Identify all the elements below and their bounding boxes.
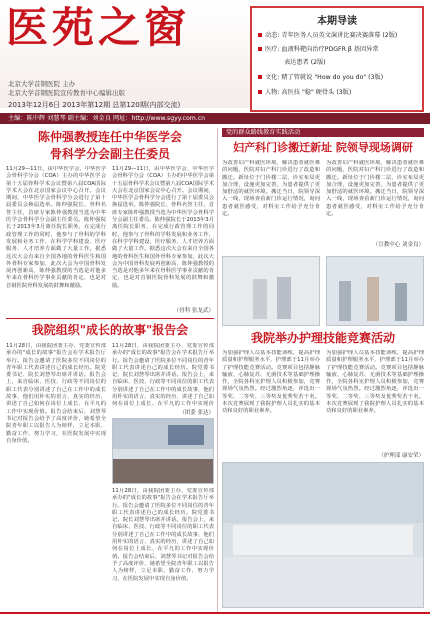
nurses-group-photo [222,462,424,608]
article2-caption: （团委 张达） [179,410,214,416]
square-bullet-icon [258,75,262,79]
article4-body-col2: 为加强护理人员基本技能训练，提高护理质量和护理服务水平，护理部于11月举办了护理技能竞赛活动。竞赛项目包括静脉输液、心肺复苏、无菌技术等基础护理操作，全院各科室护理人员积极参加，竞赛现场气氛热烈。经过激烈角逐，评选出一等奖、二等奖、三等奖及优秀奖若干名。本次竞赛展现了我院护理人员扎实的基本功和良好的职业素养。 [326,350,424,415]
staff-bar: 主编：陈中辉 刘慧琴 副主编：刘金良 网址：http://www.sgyy.com.cn [0,113,430,124]
divider [6,318,214,319]
article3-body-col2: 为改善妇产科就医环境，解决患者就医难的问题，医院对妇产科门诊进行了改造和搬迁。新址位于门诊楼二层，诊室布局更加合理，设施更加完善，为患者提供了更加舒适的就医环境。搬迁当日，院领导深入一线，现场查看新门诊运行情况，询问患者就医感受，对科室工作给予充分肯定。 [326,160,424,218]
toc-item-continued: 表达患者 (2版) [284,59,326,66]
article3-body-col1: 为改善妇产科就医环境，解决患者就医难的问题，医院对妇产科门诊进行了改造和搬迁。新址位于门诊楼二层，诊室布局更加合理，设施更加完善，为患者提供了更加舒适的就医环境。搬迁当日，院领导深入一线，现场查看新门诊运行情况，询问患者就医感受，对科室工作给予充分肯定。 [222,160,320,218]
column-rule [217,128,218,613]
article3-headline: 妇产科门诊搬迁新址 院领导现场调研 [233,141,413,154]
square-bullet-icon [258,90,262,94]
article3-photo-caption: （宣教中心 刘金良） [372,242,424,248]
article2-body-col2: 11月28日，由我院团委主办、党委宣传部承办的"成长的故事"报告会在学术报告厅举行。报告会邀请了医院多位不同岗位的青年职工代表讲述自己的成长经历。院党委书记、院长刘慧琴出席并讲话。报告会上，来自临床、医技、行政等不同岗位的职工代表分别讲述了自己在工作中的成长故事，他们用朴实的语言、真实的经历，讲述了自己如何在岗位上成长、在平凡的工作中实现价 [112,343,214,407]
toc-item[interactable]: 动态: 青年医务人员英文演讲比赛决赛落幕 (2版) [258,32,397,40]
article4-caption: （护理部 康安荣） [378,453,424,459]
toc-item[interactable]: 人物: 高医技 "稳" 硬骨头 (3版) [258,89,351,97]
article1-headline: 陈仲强教授连任中华医学会 [37,130,182,144]
publisher-line-editorial: 北京大学首钢医院宣传教育中心编辑出版 [8,89,125,97]
article2-headline: 我院组织"成长的故事"报告会 [31,323,189,337]
table-of-contents [250,6,424,112]
issue-info: 2013年12月6日 2013年第12期 总第120期(内部交流) [8,101,181,109]
article4-body-col1: 为加强护理人员基本技能训练，提高护理质量和护理服务水平，护理部于11月举办了护理技能竞赛活动。竞赛项目包括静脉输液、心肺复苏、无菌技术等基础护理操作，全院各科室护理人员积极参加，竞赛现场气氛热烈。经过激烈角逐，评选出一等奖、二等奖、三等奖及优秀奖若干名。本次竞赛展现了我院护理人员扎实的基本功和良好的职业素养。 [222,350,320,415]
newspaper-title: 医苑之窗 [6,3,191,52]
article1-subheadline: 骨科学分会副主任委员 [49,147,170,161]
article2-body-col1: 11月28日，由我院团委主办、党委宣传部承办的"成长的故事"报告会在学术报告厅举行。报告会邀请了医院多位不同岗位的青年职工代表讲述自己的成长经历。院党委书记、院长刘慧琴出席并讲话。报告会上，来自临床、医技、行政等不同岗位的职工代表分别讲述了自己在工作中的成长故事，他们用朴实的语言、真实的经历，讲述了自己如何在岗位上成长、在平凡的工作中实现价值。报告会结束后，刘慧琴书记对报告会给予了高度评价，她希望全院青年职工以报告人为榜样，立足本职、勤奋工作、努力学习，在医院发展中实现自身价值。 [6,343,106,444]
clinic-photo-1 [222,256,320,326]
square-bullet-icon [258,47,262,51]
clinic-photo-2 [326,256,424,326]
article1-body-col2: 11月29—11日，由中华医学会、中华医学会骨科学分会（COA）主办的中华医学会第十五届骨科学术会议暨第八届COA国际学术大会在北京国家会议中心召开。会议期间，中华医学会骨科学分会进行了第十届委员会换届选举。陈仲强院长、骨科名誉主任，首席专家陈仲强教授当选为中华医学会骨科学分会副主任委员。陈仲强院长于2013年3月离任院长职务，在完成行政管理工作的同时，他参与了骨科的学科发展和业务工作，在科学学科建设、医疗服务、人才培养方面做了大量工作。据悉这次大会有来自全国各地的骨科医生和国外骨科专家参加，此次大会为中国骨科发展再创新高，陈仲强教授的当选是对他多年来在骨科医学事业贡献的肯定，也是对首钢医院骨科发展的鼓舞和激励。 [112,166,214,289]
bottom-rule [0,612,430,614]
toc-item[interactable]: 文化: 赌了管就说 "How do you do" (3版) [258,74,383,82]
article1-source: （骨科 张龙武） [173,308,214,314]
article1-body-col1: 11月29—11日，由中华医学会、中华医学会骨科学分会（COA）主办的中华医学会第十五届骨科学术会议暨第八届COA国际学术大会在北京国家会议中心召开。会议期间，中华医学会骨科学分会进行了第十届委员会换届选举。陈仲强院长、骨科名誉主任，首席专家陈仲强教授当选为中华医学会骨科学分会副主任委员。陈仲强院长于2013年3月离任院长职务，在完成行政管理工作的同时，他参与了骨科的学科发展和业务工作，在科学学科建设、医疗服务、人才培养方面做了大量工作。据悉这次大会有来自全国各地的骨科医生和国外骨科专家参加，此次大会为中国骨科发展再创新高，陈仲强教授的当选是对他多年来在骨科医学事业贡献的肯定，也是对首钢医院骨科发展的鼓舞和激励。 [6,166,106,289]
toc-item[interactable]: 医疗: 血液科靶向治疗PDGFR β 基因异常 [258,46,379,54]
square-bullet-icon [258,33,262,37]
section-bar: 党的群众路线教育实践活动 [222,128,424,137]
publisher-line: 北京大学首钢医院 主办 [8,80,76,88]
toc-title: 本期导读 [317,16,357,27]
article2-body-col2-cont: 11月28日，由我院团委主办、党委宣传部承办的"成长的故事"报告会在学术报告厅举行。报告会邀请了医院多位不同岗位的青年职工代表讲述自己的成长经历。院党委书记、院长刘慧琴出席并讲话。报告会上，来自临床、医技、行政等不同岗位的职工代表分别讲述了自己在工作中的成长故事，他们用朴实的语言、真实的经历，讲述了自己如何在岗位上成长、在平凡的工作中实现价值。报告会结束后，刘慧琴书记对报告会给予了高度评价，她希望全院青年职工以报告人为榜样，立足本职、勤奋工作、努力学习，在医院发展中实现自身价值。 [112,488,214,582]
lecture-hall-photo [112,418,214,484]
article4-headline: 我院举办护理技能竞赛活动 [250,331,395,345]
